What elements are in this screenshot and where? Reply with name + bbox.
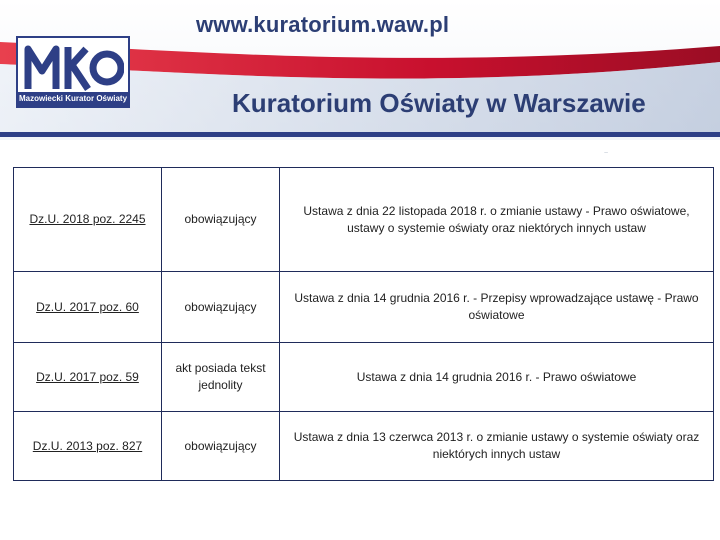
table-row — [14, 272, 714, 343]
mko-logo-icon — [24, 41, 124, 93]
decorative-dot: ~ — [604, 150, 609, 157]
act-title: Ustawa z dnia 14 grudnia 2016 r. - Przepisy wprowadzające ustawę - Prawo oświatowe — [280, 272, 714, 343]
table-row — [14, 168, 714, 272]
act-reference-link[interactable]: Dz.U. 2017 poz. 60 — [14, 272, 162, 343]
table-row — [14, 343, 714, 412]
logo-caption: Mazowiecki Kurator Oświaty — [18, 92, 128, 106]
act-status: obowiązujący — [162, 272, 280, 343]
act-status: obowiązujący — [162, 412, 280, 481]
banner-divider — [0, 132, 720, 137]
act-reference-link[interactable]: Dz.U. 2018 poz. 2245 — [14, 168, 162, 272]
act-reference-link[interactable]: Dz.U. 2013 poz. 827 — [14, 412, 162, 481]
act-status: akt posiada tekst jednolity — [162, 343, 280, 412]
header-banner — [0, 0, 720, 140]
act-reference-link[interactable]: Dz.U. 2017 poz. 59 — [14, 343, 162, 412]
act-title: Ustawa z dnia 14 grudnia 2016 r. - Prawo oświatowe — [280, 343, 714, 412]
act-title: Ustawa z dnia 22 listopada 2018 r. o zmianie ustawy - Prawo oświatowe, ustawy o systemie oświaty oraz niektórych innych ustaw — [280, 168, 714, 272]
legal-acts-table — [13, 167, 714, 481]
organization-title: Kuratorium Oświaty w Warszawie — [232, 88, 646, 118]
act-status: obowiązujący — [162, 168, 280, 272]
site-url[interactable]: www.kuratorium.waw.pl — [196, 12, 450, 37]
act-title: Ustawa z dnia 13 czerwca 2013 r. o zmianie ustawy o systemie oświaty oraz niektórych innych ustaw — [280, 412, 714, 481]
table-row — [14, 412, 714, 481]
mko-logo[interactable] — [16, 36, 130, 108]
